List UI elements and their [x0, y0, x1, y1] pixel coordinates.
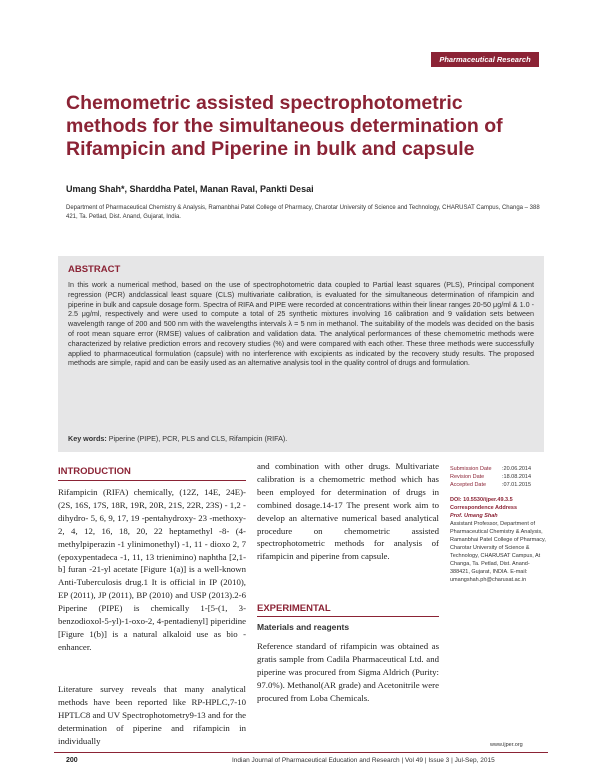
accepted-date: Accepted Date :07.01.2015	[450, 482, 532, 488]
keywords-label: Key words:	[68, 434, 107, 443]
revision-date: Revision Date :18.08.2014	[450, 474, 532, 480]
doi: DOI: 10.5530/ijper.49.3.5	[450, 497, 513, 503]
page-number: 200	[66, 757, 78, 764]
abstract-heading: ABSTRACT	[68, 264, 121, 275]
submission-date: Submission Date :20.06.2014	[450, 466, 532, 472]
correspondence-label: Correspondence Address	[450, 505, 518, 511]
correspondent-name: Prof. Umang Shah	[450, 513, 498, 519]
intro-paragraph-2: Literature survey reveals that many analytical methods have been reported like RP-HPLC,7-10 HPTLC8 and UV Spectrophotometry9-13 and for the determination of piperine and rifampicin in individually	[58, 684, 246, 746]
materials-subheading: Materials and reagents	[257, 622, 350, 632]
journal-citation: Indian Journal of Pharmaceutical Education and Research | Vol 49 | Issue 3 | Jul-Sep, 2015	[232, 757, 495, 764]
footer-rule	[54, 752, 548, 753]
keywords	[68, 434, 287, 443]
affiliation: Department of Pharmaceutical Chemistry & Analysis, Ramanbhai Patel College of Pharmacy, Charotar University of Science and Technology, CHARUSAT Campus, Changa – 388 421, Ta. Petlad, Dist. Anand, Gujarat, India.	[66, 205, 540, 220]
journal-website[interactable]: www.ijper.org	[490, 742, 523, 748]
introduction-rule	[58, 480, 246, 481]
author-list: Umang Shah*, Sharddha Patel, Manan Raval, Pankti Desai	[66, 184, 314, 194]
intro-paragraph-3: and combination with other drugs. Multivariate calibration is a chemometric method which has been employed for determination of drugs in combined dosage.14-17 The present work aim to develop an alternative numerical based analytical procedure on chemometric assisted spectrophotometric methods for analysis of rifampicin and piperine from capsule.	[257, 461, 439, 562]
intro-paragraph-1: Rifampicin (RIFA) chemically, (12Z, 14E, 24E)- (2S, 16S, 17S, 18R, 19R, 20R, 21S, 22R, 23S) - 1,2 -dihydro- 5, 6, 9, 17, 19 -pentahydroxy- 23 -methoxy- 2, 4, 12, 16, 18, 20, 22 heptamethyl -8- (4-methylpiperazin -1 ylinimonethyl) -1, 11 - dioxo 2, 7 (epoxypentadeca -1, 11, 13 trienimino) naphtha [2,1-b] furan -21-yl acetate [Figure 1(a)] is a well-known Anti-Tuberculosis drug.1 It is official in IP (2010), EP (2011), JP (2011), BP (2010) and USP (2013).2-6 Piperine (PIPE) is chemically 1-[5-(1, 3-benzodioxol-5-yl)-1-oxo-2, 4-pentadienyl] piperidine [Figure 1(b)] is a natural alkaloid use as bio - enhancer.	[58, 487, 246, 652]
materials-paragraph: Reference standard of rifampicin was obtained as gratis sample from Cadila Pharmaceutical Ltd. and piperine was procured from Sigma Aldrich (Purity: 97.0%). Methanol(AR grade) and Acetonitrile were procured from Loba Chemicals.	[257, 641, 439, 703]
abstract-box	[58, 256, 544, 452]
abstract-text: In this work a numerical method, based on the use of spectrophotometric data coupled to Partial least squares (PLS), Principal component regression (PCR) andclassical least square (CLS) multivariate calibration, is evaluated for the simultaneous determination of rifampicin and piperine in bulk and capsule dosage form. Spectra of RIFA and PIPE were recorded at concentrations within their linear ranges 20-50 μg/ml & 1.0 - 2.5 μg/ml, respectively and were used to compute a total of 25 synthetic mixtures involving 16 calibration and 9 validation sets between wavelength range of 200 and 500 nm with the wavelengths intervals λ = 5 nm in methanol. The suitability of the models was decided on the basis of root mean square error (RMSE) values of calibration and validation data. The analytical performances of these chemometric methods were characterized by relative prediction errors and recovery studies (%) and were compared with each other. These three methods were successfully applied to pharmaceutical formulation (capsule) with no interference with excipients as indicated by the recovery study results. The proposed methods are simple, rapid and can be easily used as an alternative analysis tool in the quality control of drugs and formulation.	[68, 280, 534, 368]
paper-title: Chemometric assisted spectrophotometric methods for the simultaneous determination of Rifampicin and Piperine in bulk and capsule	[66, 92, 503, 160]
correspondence-address: Assistant Professor, Department of Pharmaceutical Chemistry & Analysis, Ramanbhai Patel College of Pharmacy, Charotar University of Science & Technology, CHARUSAT Campus, At Changa, Ta. Petlad, Dist. Anand- 388421, Gujarat, INDIA. E-mail: umangshah.ph@charusat.ac.in	[450, 521, 546, 583]
experimental-rule	[257, 616, 439, 617]
article-info-sidebar	[450, 465, 548, 584]
introduction-heading: INTRODUCTION	[58, 466, 131, 477]
section-tag: Pharmaceutical Research	[431, 52, 539, 67]
keywords-text: Piperine (PIPE), PCR, PLS and CLS, Rifampicin (RIFA).	[108, 434, 288, 443]
experimental-heading: EXPERIMENTAL	[257, 603, 331, 614]
